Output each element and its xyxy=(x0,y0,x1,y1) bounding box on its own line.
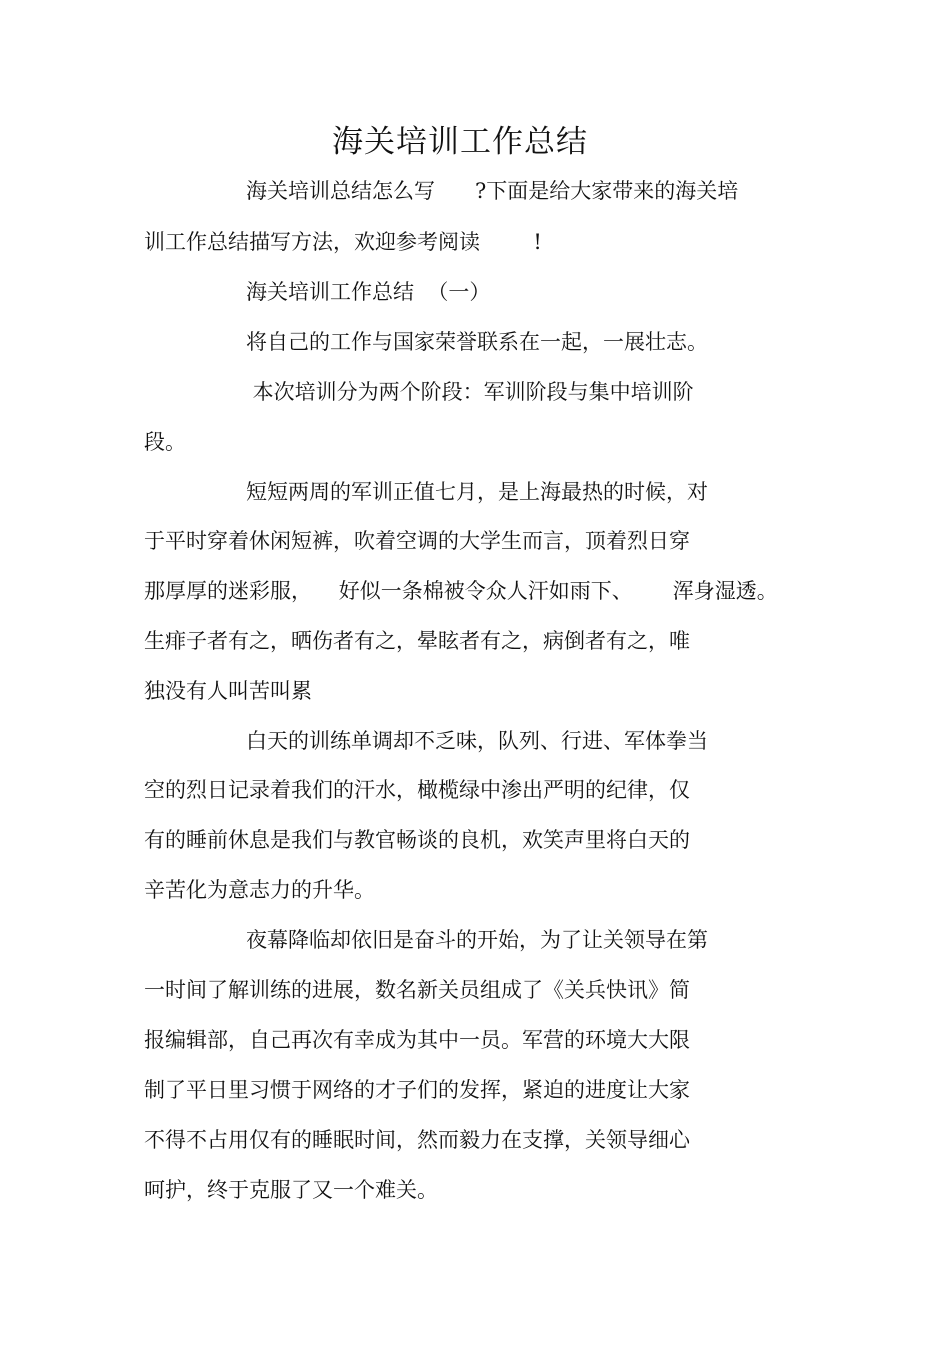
text-line: 训工作总结描写方法，欢迎参考阅读 ! xyxy=(144,230,542,254)
text-line: 那厚厚的迷彩服， 好似一条棉被令众人汗如雨下、 浑身湿透。 xyxy=(144,579,778,603)
section-heading: 海关培训工作总结 （一） xyxy=(246,280,491,304)
document-title: 海关培训工作总结 xyxy=(332,124,588,160)
text-line: 呵护，终于克服了又一个难关。 xyxy=(144,1178,438,1202)
text-line: 不得不占用仅有的睡眠时间，然而毅力在支撑，关领导细心 xyxy=(144,1128,690,1152)
text-line: 生痱子者有之，晒伤者有之，晕眩者有之，病倒者有之，唯 xyxy=(144,629,690,653)
text-line: 制了平日里习惯于网络的才子们的发挥，紧迫的进度让大家 xyxy=(144,1078,690,1102)
text-line: 段。 xyxy=(144,430,186,454)
text-line: 报编辑部，自己再次有幸成为其中一员。军营的环境大大限 xyxy=(144,1028,690,1052)
text-line: 有的睡前休息是我们与教官畅谈的良机，欢笑声里将白天的 xyxy=(144,828,690,852)
text-line: 一时间了解训练的进展，数名新关员组成了《关兵快讯》简 xyxy=(144,978,690,1002)
text-line: 辛苦化为意志力的升华。 xyxy=(144,878,375,902)
text-line: 于平时穿着休闲短裤，吹着空调的大学生而言，顶着烈日穿 xyxy=(144,529,690,553)
text-line: 夜幕降临却依旧是奋斗的开始，为了让关领导在第 xyxy=(246,928,708,952)
text-line: 独没有人叫苦叫累 xyxy=(144,679,312,703)
text-line: 本次培训分为两个阶段：军训阶段与集中培训阶 xyxy=(246,380,694,404)
text-line: 白天的训练单调却不乏味，队列、行进、军体拳当 xyxy=(246,729,708,753)
text-line: 海关培训总结怎么写 ?下面是给大家带来的海关培 xyxy=(246,179,739,203)
text-line: 将自己的工作与国家荣誉联系在一起，一展壮志。 xyxy=(246,330,708,354)
text-line: 短短两周的军训正值七月，是上海最热的时候，对 xyxy=(246,480,708,504)
text-line: 空的烈日记录着我们的汗水，橄榄绿中渗出严明的纪律，仅 xyxy=(144,778,690,802)
